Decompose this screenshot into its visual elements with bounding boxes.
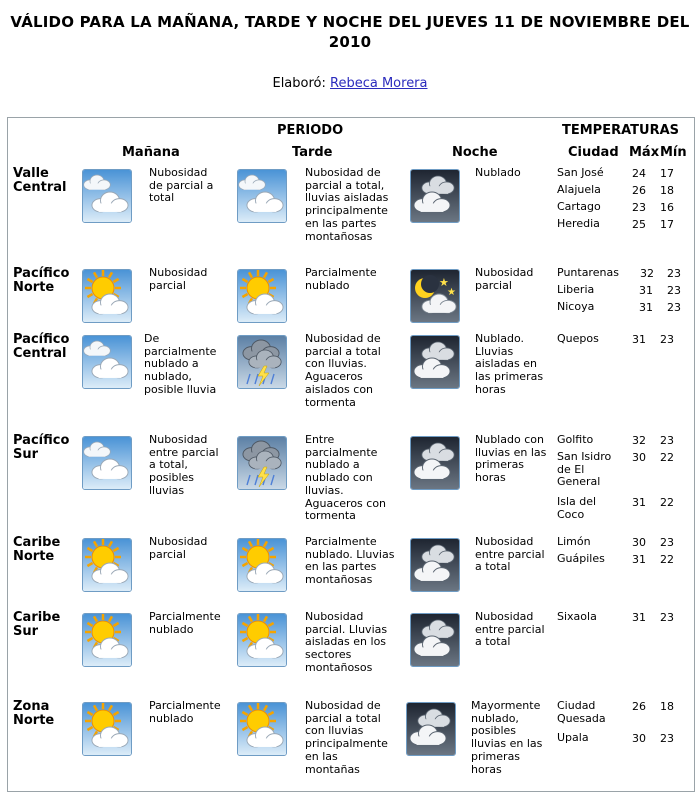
tarde-forecast: Parcialmente nublado. Lluvias en las partes montañosas [305,535,395,587]
cloudy-night-icon [410,436,460,490]
temp-min: 18 [660,700,674,713]
header-temperaturas: TEMPERATURAS [562,123,680,138]
city-name: Sixaola [557,610,597,623]
manana-forecast: Parcialmente nublado [149,699,221,725]
temp-max: 31 [632,611,646,624]
manana-forecast: Nubosidad parcial [149,266,208,292]
temp-min: 17 [660,218,674,231]
temp-max: 31 [639,284,653,297]
city-name: Quepos [557,332,599,345]
temp-max: 32 [640,267,654,280]
author-label: Elaboró: [272,76,326,91]
sun-cloud-icon [237,702,287,756]
city-name: Isla del Coco [557,495,597,521]
svg-text:★: ★ [439,276,449,289]
region-name: Pacífico Norte [13,266,70,295]
city-name: Upala [557,731,589,744]
temp-min: 22 [660,451,674,464]
temp-min: 22 [660,496,674,509]
manana-forecast: Nubosidad de parcial a total [149,166,214,205]
city-name: Cartago [557,200,601,213]
city-name: Limón [557,535,591,548]
noche-forecast: Mayormente nublado, posibles lluvias en las primeras horas [471,699,543,776]
temp-min: 23 [667,284,681,297]
region-name: Caribe Sur [13,610,61,639]
city-name: San Isidro de El General [557,450,612,489]
city-name: Ciudad Quesada [557,699,606,725]
sun-cloud-icon [237,269,287,323]
tarde-forecast: Nubosidad parcial. Lluvias aisladas en los sectores montañosos [305,610,388,674]
temp-min: 17 [660,167,674,180]
tarde-forecast: Entre parcialmente nublado a nublado con lluvias. Aguaceros con tormenta [305,433,387,523]
temp-max: 31 [632,553,646,566]
city-name: Heredia [557,217,600,230]
temp-min: 23 [660,536,674,549]
temp-max: 30 [632,536,646,549]
sun-cloud-icon [82,613,132,667]
temp-max: 32 [632,434,646,447]
noche-forecast: Nubosidad parcial [475,266,534,292]
moon-stars-cloud-icon [410,269,460,323]
temp-max: 26 [632,184,646,197]
manana-forecast: Nubosidad parcial [149,535,208,561]
cloudy-night-icon [410,335,460,389]
sun-cloud-icon [82,702,132,756]
temp-min: 23 [660,434,674,447]
temp-max: 31 [632,496,646,509]
noche-forecast: Nublado. Lluvias aisladas en las primeras horas [475,332,544,396]
header-min: Mín [660,145,687,160]
temp-min: 23 [660,333,674,346]
sun-cloud-icon [82,269,132,323]
city-name: Guápiles [557,552,605,565]
header-tarde: Tarde [292,145,333,160]
svg-text:★: ★ [447,287,456,298]
temp-max: 31 [632,333,646,346]
temp-min: 23 [667,301,681,314]
page-title: VÁLIDO PARA LA MAÑANA, TARDE Y NOCHE DEL JUEVES 11 DE NOVIEMBRE DEL 2010 [10,13,690,51]
noche-forecast: Nublado [475,166,521,179]
temp-max: 25 [632,218,646,231]
manana-forecast: De parcialmente nublado a nublado, posible lluvia [144,332,217,396]
city-name: Nicoya [557,300,595,313]
city-name: Liberia [557,283,595,296]
header-max: Máx [629,145,660,160]
temp-min: 16 [660,201,674,214]
region-name: Valle Central [13,166,67,195]
tarde-forecast: Parcialmente nublado [305,266,377,292]
temp-min: 23 [660,732,674,745]
header-noche: Noche [452,145,498,160]
city-name: Puntarenas [557,266,619,279]
manana-forecast: Nubosidad entre parcial a total, posibles lluvias [149,433,219,497]
temp-max: 23 [632,201,646,214]
temp-min: 18 [660,184,674,197]
sun-cloud-icon [237,613,287,667]
tarde-forecast: Nubosidad de parcial a total con lluvias. Aguaceros aislados con tormenta [305,332,381,409]
header-ciudad: Ciudad [568,145,619,160]
partly-cloudy-icon [82,436,132,490]
partly-cloudy-icon [82,169,132,223]
temp-min: 23 [667,267,681,280]
noche-forecast: Nubosidad entre parcial a total [475,610,545,649]
partly-cloudy-icon [237,169,287,223]
storm-icon [237,436,287,490]
temp-min: 22 [660,553,674,566]
author-line [0,76,700,91]
city-name: Golfito [557,433,594,446]
temp-max: 30 [632,451,646,464]
author-link[interactable]: Rebeca Morera [330,76,428,91]
region-name: Caribe Norte [13,535,61,564]
tarde-forecast: Nubosidad de parcial a total, lluvias aisladas principalmente en las partes montañosas [305,166,389,243]
partly-cloudy-icon [82,335,132,389]
tarde-forecast: Nubosidad de parcial a total con lluvias principalmente en las montañas [305,699,388,776]
cloudy-night-icon [410,613,460,667]
region-name: Zona Norte [13,699,55,728]
cloudy-night-icon [410,169,460,223]
manana-forecast: Parcialmente nublado [149,610,221,636]
sun-cloud-icon [82,538,132,592]
region-name: Pacífico Central [13,332,70,361]
temp-max: 26 [632,700,646,713]
region-name: Pacífico Sur [13,433,70,462]
header-manana: Mañana [122,145,180,160]
header-periodo: PERIODO [277,123,344,138]
temp-min: 23 [660,611,674,624]
noche-forecast: Nublado con lluvias en las primeras horas [475,433,547,485]
sun-cloud-icon [237,538,287,592]
temp-max: 24 [632,167,646,180]
city-name: Alajuela [557,183,601,196]
city-name: San José [557,166,604,179]
cloudy-night-icon [406,702,456,756]
cloudy-night-icon [410,538,460,592]
temp-max: 31 [639,301,653,314]
noche-forecast: Nubosidad entre parcial a total [475,535,545,574]
temp-max: 30 [632,732,646,745]
storm-icon [237,335,287,389]
